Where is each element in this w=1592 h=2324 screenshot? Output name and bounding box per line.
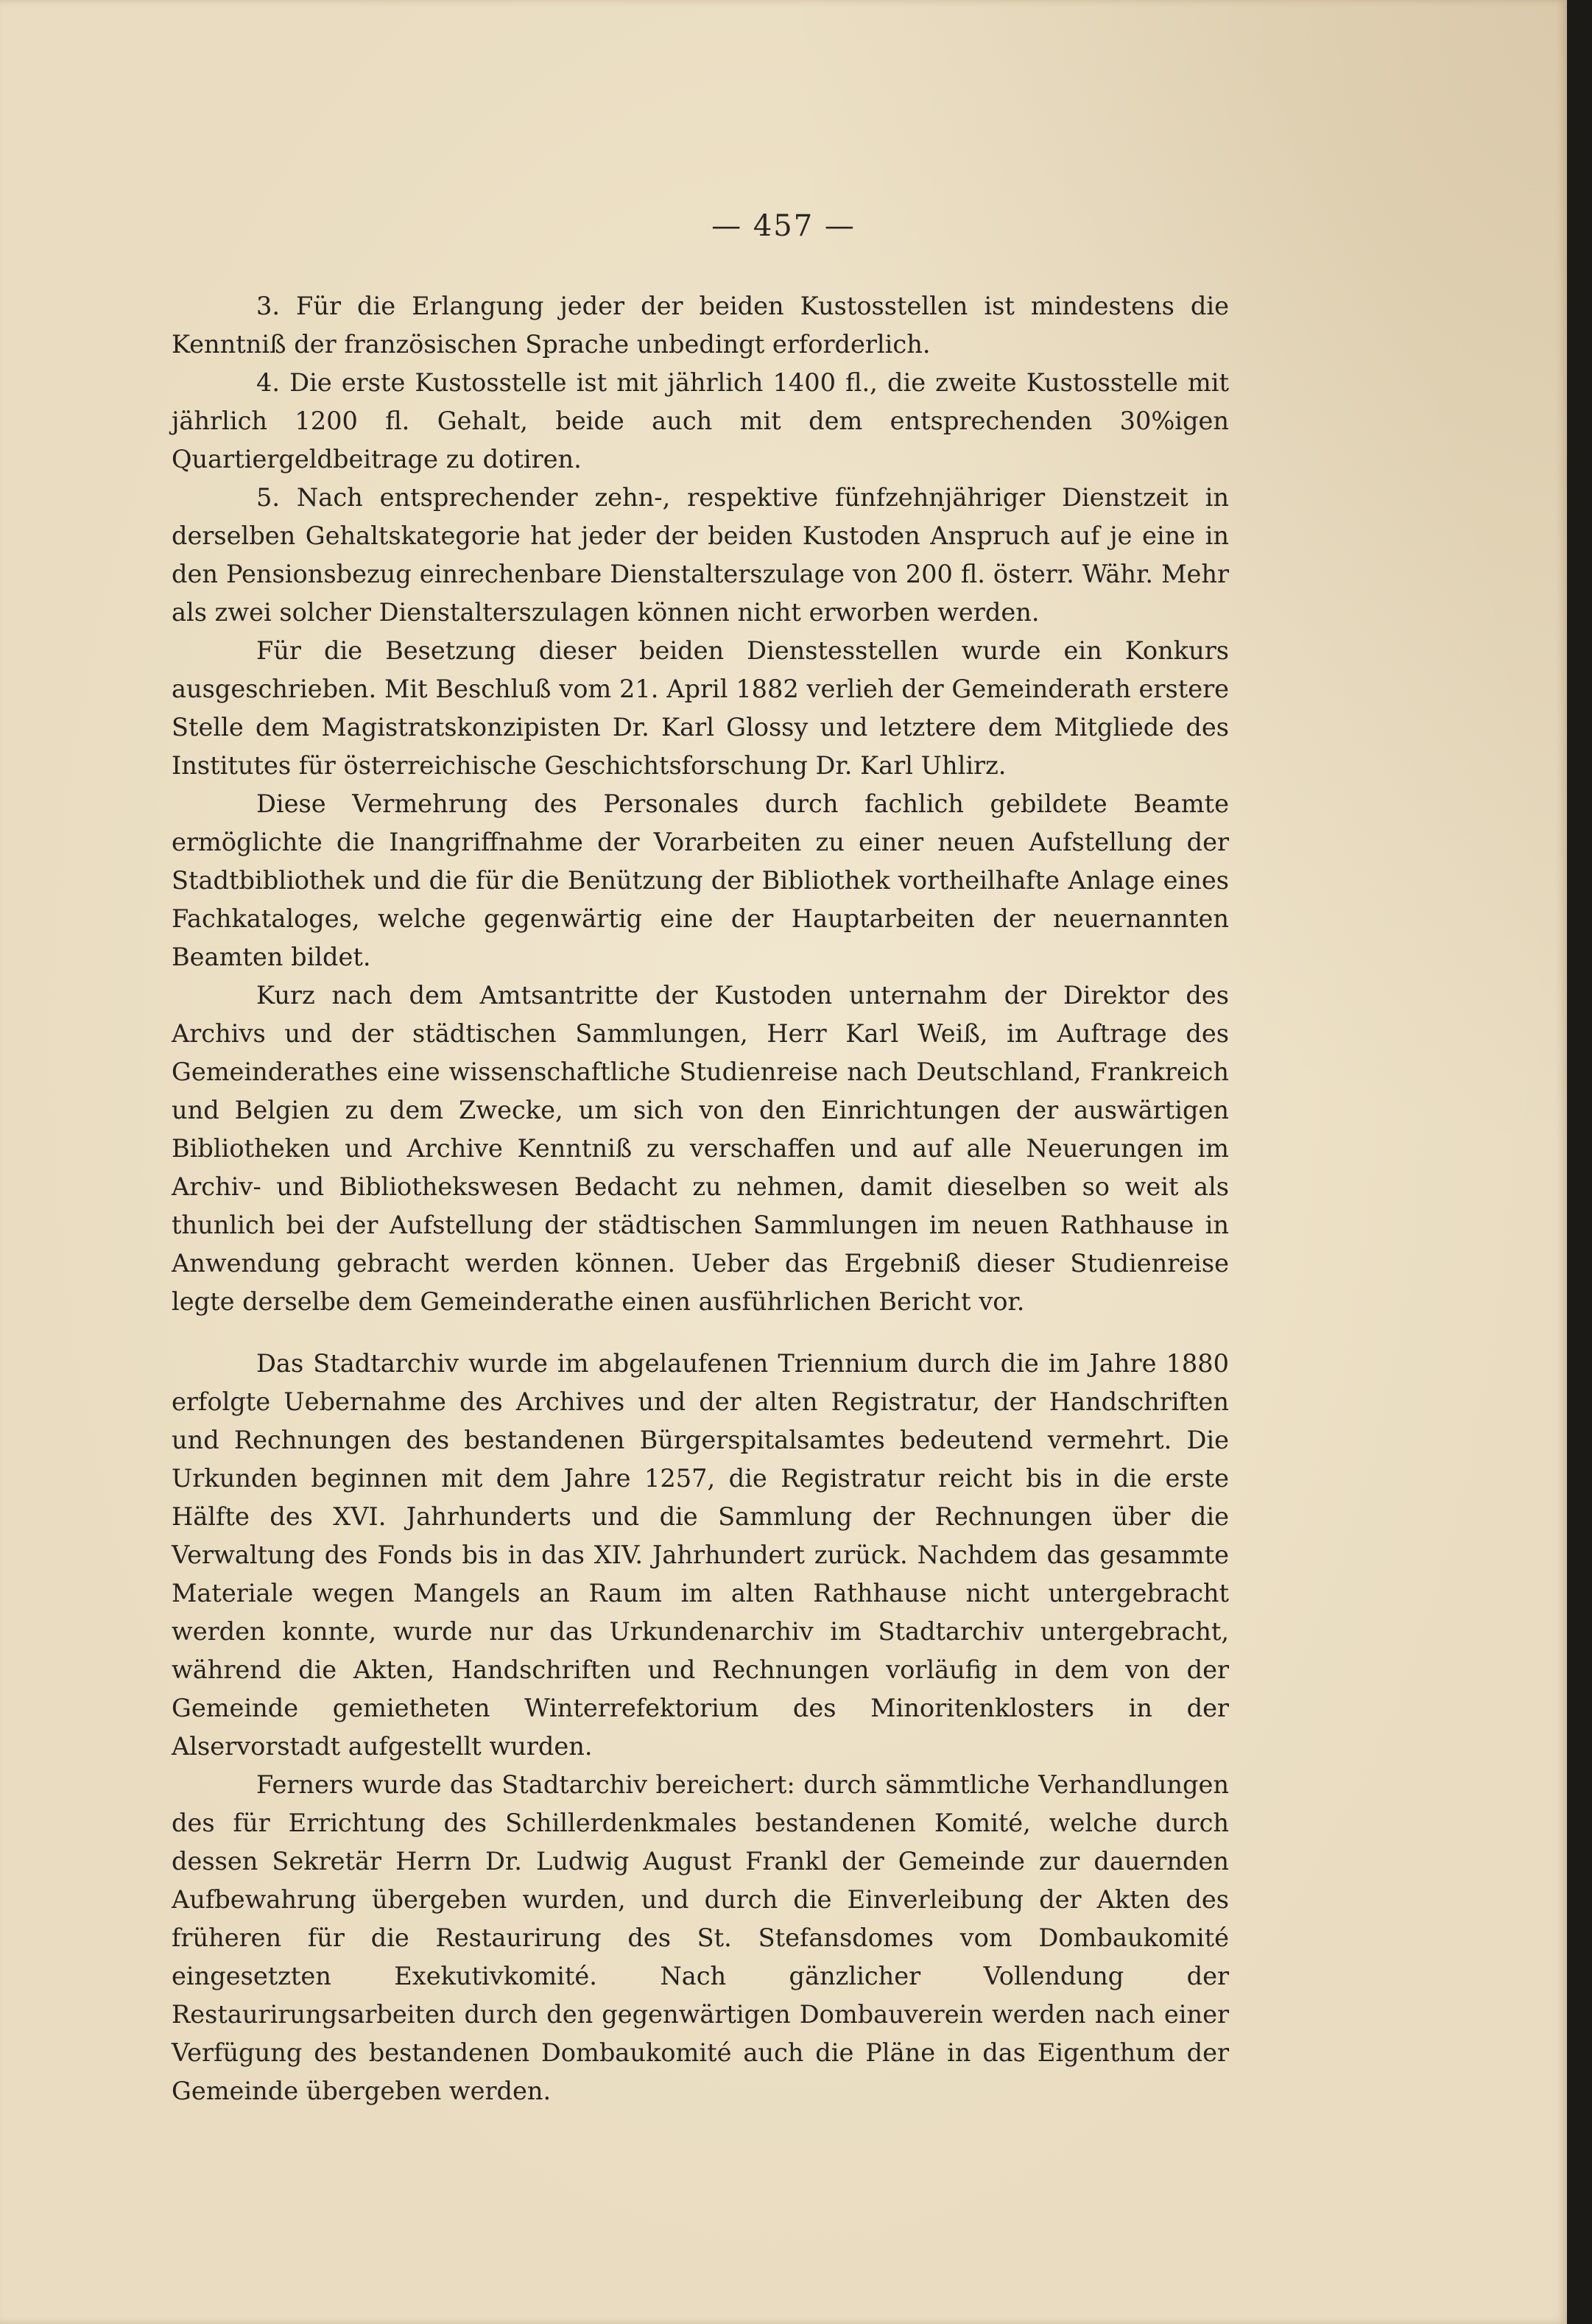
paragraph-item-3: 3. Für die Erlangung jeder der beiden Kustosstellen ist mindestens die Kenntniß der französischen Sprache unbedingt erforderlich.	[172, 292, 1229, 359]
section-stadtarchiv	[172, 1345, 1229, 2110]
section-kustos-positions	[172, 287, 1229, 1321]
paragraph-item-4: 4. Die erste Kustosstelle ist mit jährlich 1400 fl., die zweite Kustosstelle mit jährlich 1200 fl. Gehalt, beide auch mit dem entsprechenden 30%igen Quartiergeldbeitrage zu dotiren.	[172, 368, 1229, 473]
paragraph-stadtarchiv: Das Stadtarchiv wurde im abgelaufenen Triennium durch die im Jahre 1880 erfolgte Uebernahme des Archives und der alten Registratur, der Handschriften und Rechnungen des bestandenen Bürgerspitalsamtes bedeutend vermehrt. Die Urkunden beginnen mit dem Jahre 1257, die Registratur reicht bis in die erste Hälfte des XVI. Jahrhunderts und die Sammlung der Rechnungen über die Verwaltung des Fonds bis in das XIV. Jahrhundert zurück. Nachdem das gesammte Materiale wegen Mangels an Raum im alten Rathhause nicht untergebracht werden konnte, wurde nur das Urkundenarchiv im Stadtarchiv untergebracht, während die Akten, Handschriften und Rechnungen vorläufig in dem von der Gemeinde gemietheten Winterrefektorium des Minoritenklosters in der Alservorstadt aufgestellt wurden.	[172, 1349, 1229, 1761]
paragraph-item-5: 5. Nach entsprechender zehn-, respektive fünfzehnjähriger Dienstzeit in derselben Gehaltskategorie hat jeder der beiden Kustoden Anspruch auf je eine in den Pensionsbezug einrechenbare Dienstalterszulage von 200 fl. österr. Währ. Mehr als zwei solcher Dienstalterszulagen können nicht erworben werden.	[172, 483, 1229, 627]
paragraph-personale: Diese Vermehrung des Personales durch fachlich gebildete Beamte ermöglichte die Inangriffnahme der Vorarbeiten zu einer neuen Aufstellung der Stadtbibliothek und die für die Benützung der Bibliothek vortheilhafte Anlage eines Fachkataloges, welche gegenwärtig eine der Hauptarbeiten der neuernannten Beamten bildet.	[172, 789, 1229, 971]
paragraph-studienreise: Kurz nach dem Amtsantritte der Kustoden unternahm der Direktor des Archivs und der städtischen Sammlungen, Herr Karl Weiß, im Auftrage des Gemeinderathes eine wissenschaftliche Studienreise nach Deutschland, Frankreich und Belgien zu dem Zwecke, um sich von den Einrichtungen der auswärtigen Bibliotheken und Archive Kenntniß zu verschaffen und auf alle Neuerungen im Archiv- und Bibliothekswesen Bedacht zu nehmen, damit dieselben so weit als thunlich bei der Aufstellung der städtischen Sammlungen im neuen Rathhause in Anwendung gebracht werden können. Ueber das Ergebniß dieser Studienreise legte derselbe dem Gemeinderathe einen ausführlichen Bericht vor.	[172, 981, 1229, 1316]
paragraph-ferners: Ferners wurde das Stadtarchiv bereichert: durch sämmtliche Verhandlungen des für Errichtung des Schillerdenkmales bestandenen Komité, welche durch dessen Sekretär Herrn Dr. Ludwig August Frankl der Gemeinde zur dauernden Aufbewahrung übergeben wurden, und durch die Einverleibung der Akten des früheren für die Restaurirung des St. Stefansdomes vom Dombaukomité eingesetzten Exekutivkomité. Nach gänzlicher Vollendung der Restaurirungsarbeiten durch den gegenwärtigen Dombauverein werden nach einer Verfügung des bestandenen Dombaukomité auch die Pläne in das Eigenthum der Gemeinde übergeben werden.	[172, 1770, 1229, 2105]
page-number: — 457 —	[711, 209, 856, 243]
page-edge	[1579, 0, 1592, 2324]
paragraph-konkurs: Für die Besetzung dieser beiden Dienstesstellen wurde ein Konkurs ausgeschrieben. Mit Beschluß vom 21. April 1882 verlieh der Gemeinderath erstere Stelle dem Magistratskonzipisten Dr. Karl Glossy und letztere dem Mitgliede des Institutes für österreichische Geschichtsforschung Dr. Karl Uhlirz.	[172, 636, 1229, 780]
